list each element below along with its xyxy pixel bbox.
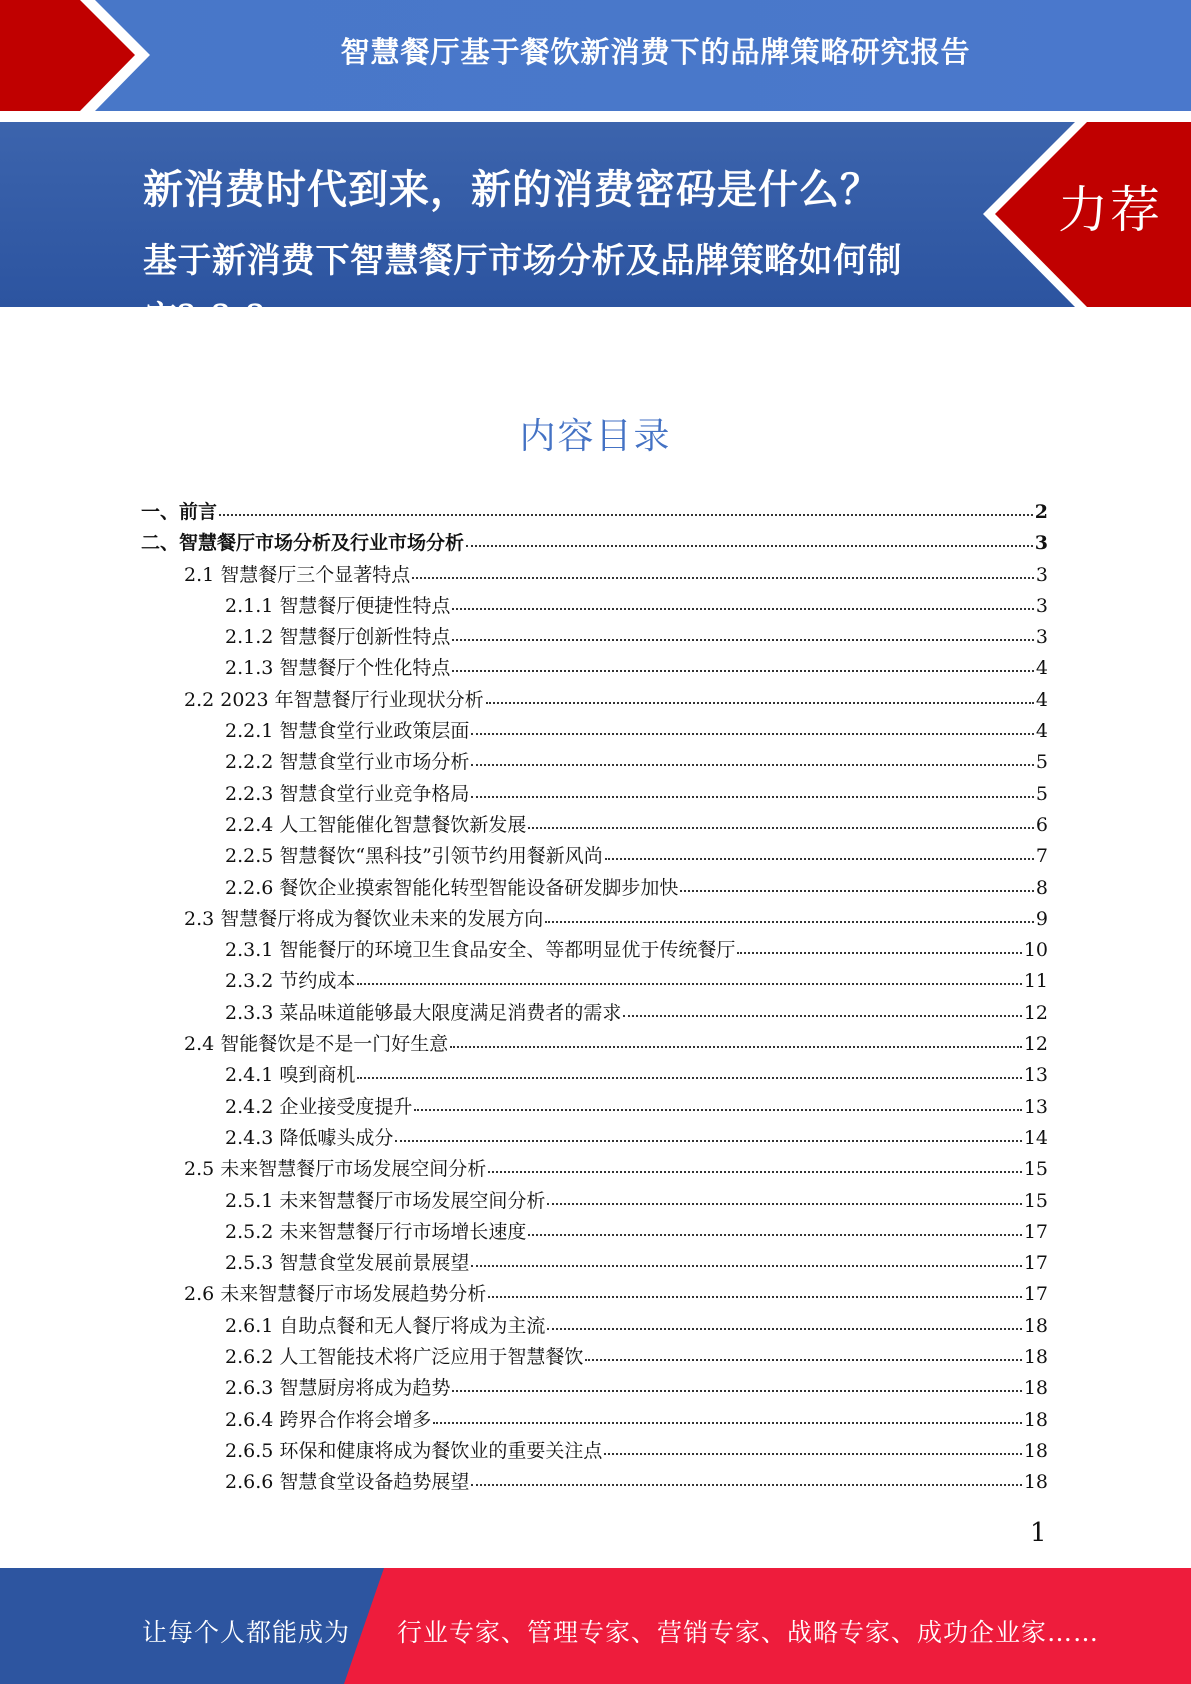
toc-entry[interactable] bbox=[141, 1311, 1048, 1342]
toc-entry-text: 2.6.1 自助点餐和无人餐厅将成为主流 bbox=[225, 1314, 546, 1337]
report-title: 智慧餐厅基于餐饮新消费下的品牌策略研究报告 bbox=[340, 35, 971, 69]
toc-entry-text: 2.5.2 未来智慧餐厅行市场增长速度 bbox=[225, 1220, 527, 1243]
toc-entry[interactable] bbox=[141, 1092, 1048, 1123]
toc-leader-dots bbox=[466, 544, 1033, 547]
hero-subheadline: 基于新消费下智慧餐厅市场分析及品牌策略如何制定？？？ bbox=[143, 241, 902, 339]
footer-slogan-right: 行业专家、管理专家、营销专家、战略专家、成功企业家…… bbox=[397, 1618, 1100, 1647]
toc-leader-dots bbox=[452, 669, 1034, 672]
toc-entry-page: 11 bbox=[1023, 970, 1048, 993]
toc-entry-text: 2.1.2 智慧餐厅创新性特点 bbox=[225, 626, 451, 649]
toc-entry-text: 2.2.5 智慧餐饮“黑科技”引领节约用餐新风尚 bbox=[225, 845, 603, 868]
toc-entry[interactable] bbox=[141, 1467, 1048, 1498]
toc-leader-dots bbox=[395, 1139, 1021, 1142]
toc-entry-page: 3 bbox=[1035, 626, 1048, 649]
toc-entry-text: 2.3.3 菜品味道能够最大限度满足消费者的需求 bbox=[225, 1001, 622, 1024]
toc-entry[interactable] bbox=[141, 810, 1048, 841]
toc-leader-dots bbox=[585, 1358, 1021, 1361]
toc-entry-text: 2.3 智慧餐厅将成为餐饮业未来的发展方向 bbox=[184, 907, 544, 930]
toc-leader-dots bbox=[604, 1452, 1021, 1455]
toc-entry[interactable] bbox=[141, 904, 1048, 935]
toc-entry[interactable] bbox=[141, 1405, 1048, 1436]
toc-entry[interactable] bbox=[141, 779, 1048, 810]
toc-entry-page: 12 bbox=[1023, 1001, 1048, 1024]
toc-leader-dots bbox=[452, 607, 1034, 610]
toc-entry-page: 13 bbox=[1023, 1095, 1048, 1118]
toc-entry[interactable] bbox=[141, 966, 1048, 997]
toc-entry[interactable] bbox=[141, 1279, 1048, 1310]
toc-entry-text: 2.2.3 智慧食堂行业竞争格局 bbox=[225, 782, 470, 805]
toc-entry-page: 18 bbox=[1023, 1439, 1048, 1462]
toc-leader-dots bbox=[547, 1202, 1021, 1205]
toc-entry[interactable] bbox=[141, 528, 1048, 559]
toc-entry[interactable] bbox=[141, 998, 1048, 1029]
toc-entry[interactable] bbox=[141, 1217, 1048, 1248]
toc-leader-dots bbox=[357, 982, 1021, 985]
toc-entry-page: 15 bbox=[1023, 1189, 1048, 1212]
toc-entry-page: 13 bbox=[1023, 1064, 1048, 1087]
toc-leader-dots bbox=[452, 1389, 1021, 1392]
toc-entry-text: 2.6 未来智慧餐厅市场发展趋势分析 bbox=[184, 1283, 487, 1306]
toc-entry[interactable] bbox=[141, 653, 1048, 684]
recommend-badge: 力荐 bbox=[1058, 181, 1162, 239]
toc-leader-dots bbox=[471, 1264, 1021, 1267]
toc-entry-page: 8 bbox=[1035, 876, 1048, 899]
toc-leader-dots bbox=[737, 951, 1021, 954]
toc-entry-text: 2.4.1 嗅到商机 bbox=[225, 1064, 356, 1087]
toc-entry-page: 10 bbox=[1023, 939, 1048, 962]
toc-entry-text: 2.1.3 智慧餐厅个性化特点 bbox=[225, 657, 451, 680]
toc-entry[interactable] bbox=[141, 873, 1048, 904]
toc-entry[interactable] bbox=[141, 1436, 1048, 1467]
toc-leader-dots bbox=[488, 1295, 1022, 1298]
toc-entry-text: 2.2.1 智慧食堂行业政策层面 bbox=[225, 720, 470, 743]
toc-title: 内容目录 bbox=[519, 416, 672, 457]
toc-entry-text: 2.2.6 餐饮企业摸索智能化转型智能设备研发脚步加快 bbox=[225, 876, 679, 899]
toc-entry[interactable] bbox=[141, 622, 1048, 653]
toc-entry-text: 2.5.3 智慧食堂发展前景展望 bbox=[225, 1252, 470, 1275]
toc-entry-text: 2.5.1 未来智慧餐厅市场发展空间分析 bbox=[225, 1189, 546, 1212]
hero-headline: 新消费时代到来，新的消费密码是什么？ bbox=[143, 167, 881, 213]
toc-entry-text: 2.6.6 智慧食堂设备趋势展望 bbox=[225, 1471, 470, 1494]
toc-entry-text: 2.6.3 智慧厨房将成为趋势 bbox=[225, 1377, 451, 1400]
toc-leader-dots bbox=[547, 1327, 1021, 1330]
toc-entry[interactable] bbox=[141, 560, 1048, 591]
toc-leader-dots bbox=[452, 638, 1034, 641]
toc-leader-dots bbox=[219, 513, 1033, 516]
toc-entry-page: 5 bbox=[1035, 751, 1048, 774]
toc-entry-page: 17 bbox=[1023, 1220, 1048, 1243]
toc-entry[interactable] bbox=[141, 1154, 1048, 1185]
toc-entry-text: 2.3.2 节约成本 bbox=[225, 970, 356, 993]
toc-entry-page: 3 bbox=[1035, 594, 1048, 617]
toc-entry-text: 2.4 智能餐饮是不是一门好生意 bbox=[184, 1033, 449, 1056]
toc-leader-dots bbox=[412, 576, 1034, 579]
toc-entry-text: 2.6.2 人工智能技术将广泛应用于智慧餐饮 bbox=[225, 1346, 584, 1369]
toc-leader-dots bbox=[357, 1076, 1021, 1079]
toc-entry-page: 14 bbox=[1023, 1126, 1048, 1149]
toc-entry-page: 6 bbox=[1035, 813, 1048, 836]
toc-entry-text: 2.6.5 环保和健康将成为餐饮业的重要关注点 bbox=[225, 1439, 603, 1462]
toc-entry-page: 12 bbox=[1023, 1033, 1048, 1056]
toc-leader-dots bbox=[471, 795, 1034, 798]
toc-entry[interactable] bbox=[141, 1342, 1048, 1373]
toc-entry-page: 18 bbox=[1023, 1377, 1048, 1400]
header-arrow-icon bbox=[0, 0, 150, 111]
toc-leader-dots bbox=[528, 826, 1034, 829]
toc-entry-page: 4 bbox=[1035, 688, 1048, 711]
toc-entry-text: 2.1.1 智慧餐厅便捷性特点 bbox=[225, 594, 451, 617]
toc-entry[interactable] bbox=[141, 841, 1048, 872]
toc-leader-dots bbox=[414, 1108, 1021, 1111]
toc-entry-text: 2.6.4 跨界合作将会增多 bbox=[225, 1408, 432, 1431]
toc-leader-dots bbox=[450, 1045, 1022, 1048]
toc-entry-text: 2.2.2 智慧食堂行业市场分析 bbox=[225, 751, 470, 774]
toc-entry-page: 4 bbox=[1035, 657, 1048, 680]
toc-leader-dots bbox=[471, 1483, 1021, 1486]
toc-entry-text: 2.5 未来智慧餐厅市场发展空间分析 bbox=[184, 1158, 487, 1181]
toc-entry[interactable] bbox=[141, 1186, 1048, 1217]
toc-entry-text: 2.2 2023 年智慧餐厅行业现状分析 bbox=[184, 688, 484, 711]
toc-entry[interactable] bbox=[141, 1060, 1048, 1091]
toc-entry[interactable] bbox=[141, 591, 1048, 622]
toc-entry-page: 3 bbox=[1035, 563, 1048, 586]
toc-entry-page: 9 bbox=[1035, 907, 1048, 930]
toc-leader-dots bbox=[488, 1170, 1022, 1173]
toc-entry[interactable] bbox=[141, 497, 1048, 528]
toc-leader-dots bbox=[680, 889, 1034, 892]
toc-entry-text: 2.2.4 人工智能催化智慧餐饮新发展 bbox=[225, 813, 527, 836]
toc-entry-text: 2.3.1 智能餐厅的环境卫生食品安全、等都明显优于传统餐厅 bbox=[225, 939, 736, 962]
toc-leader-dots bbox=[471, 763, 1034, 766]
footer-slogan-left: 让每个人都能成为 bbox=[142, 1618, 351, 1647]
toc-entry-text: 2.1 智慧餐厅三个显著特点 bbox=[184, 563, 411, 586]
page-number: 1 bbox=[1030, 1518, 1047, 1548]
toc-entry-text: 一、前言 bbox=[141, 501, 218, 523]
toc-entry-page: 18 bbox=[1023, 1408, 1048, 1431]
toc-entry-page: 4 bbox=[1035, 720, 1048, 743]
toc-entry[interactable] bbox=[141, 935, 1048, 966]
toc-entry-text: 2.4.3 降低噱头成分 bbox=[225, 1126, 394, 1149]
toc-entry-page: 7 bbox=[1035, 845, 1048, 868]
toc-entry-page: 18 bbox=[1023, 1346, 1048, 1369]
toc-entry-page: 2 bbox=[1034, 501, 1048, 523]
toc-entry[interactable] bbox=[141, 1123, 1048, 1154]
toc-leader-dots bbox=[545, 920, 1034, 923]
toc-entry[interactable] bbox=[141, 1029, 1048, 1060]
toc-leader-dots bbox=[605, 857, 1034, 860]
toc-entry[interactable] bbox=[141, 716, 1048, 747]
toc-entry-page: 18 bbox=[1023, 1314, 1048, 1337]
toc-entry-page: 17 bbox=[1023, 1252, 1048, 1275]
toc-entry[interactable] bbox=[141, 1373, 1048, 1404]
toc-entry-page: 17 bbox=[1023, 1283, 1048, 1306]
toc-entry-text: 二、智慧餐厅市场分析及行业市场分析 bbox=[141, 532, 465, 555]
toc-entry[interactable] bbox=[141, 747, 1048, 778]
toc-entry-page: 5 bbox=[1035, 782, 1048, 805]
toc-entry-page: 18 bbox=[1023, 1471, 1048, 1494]
toc-leader-dots bbox=[433, 1421, 1021, 1424]
toc-list bbox=[141, 497, 1048, 1499]
toc-leader-dots bbox=[623, 1014, 1021, 1017]
toc-entry-page: 15 bbox=[1023, 1158, 1048, 1181]
toc-entry-page: 3 bbox=[1034, 532, 1048, 555]
toc-leader-dots bbox=[528, 1233, 1021, 1236]
toc-leader-dots bbox=[486, 701, 1034, 704]
toc-leader-dots bbox=[471, 732, 1034, 735]
toc-entry[interactable] bbox=[141, 1248, 1048, 1279]
toc-entry-text: 2.4.2 企业接受度提升 bbox=[225, 1095, 413, 1118]
toc-entry[interactable] bbox=[141, 685, 1048, 716]
